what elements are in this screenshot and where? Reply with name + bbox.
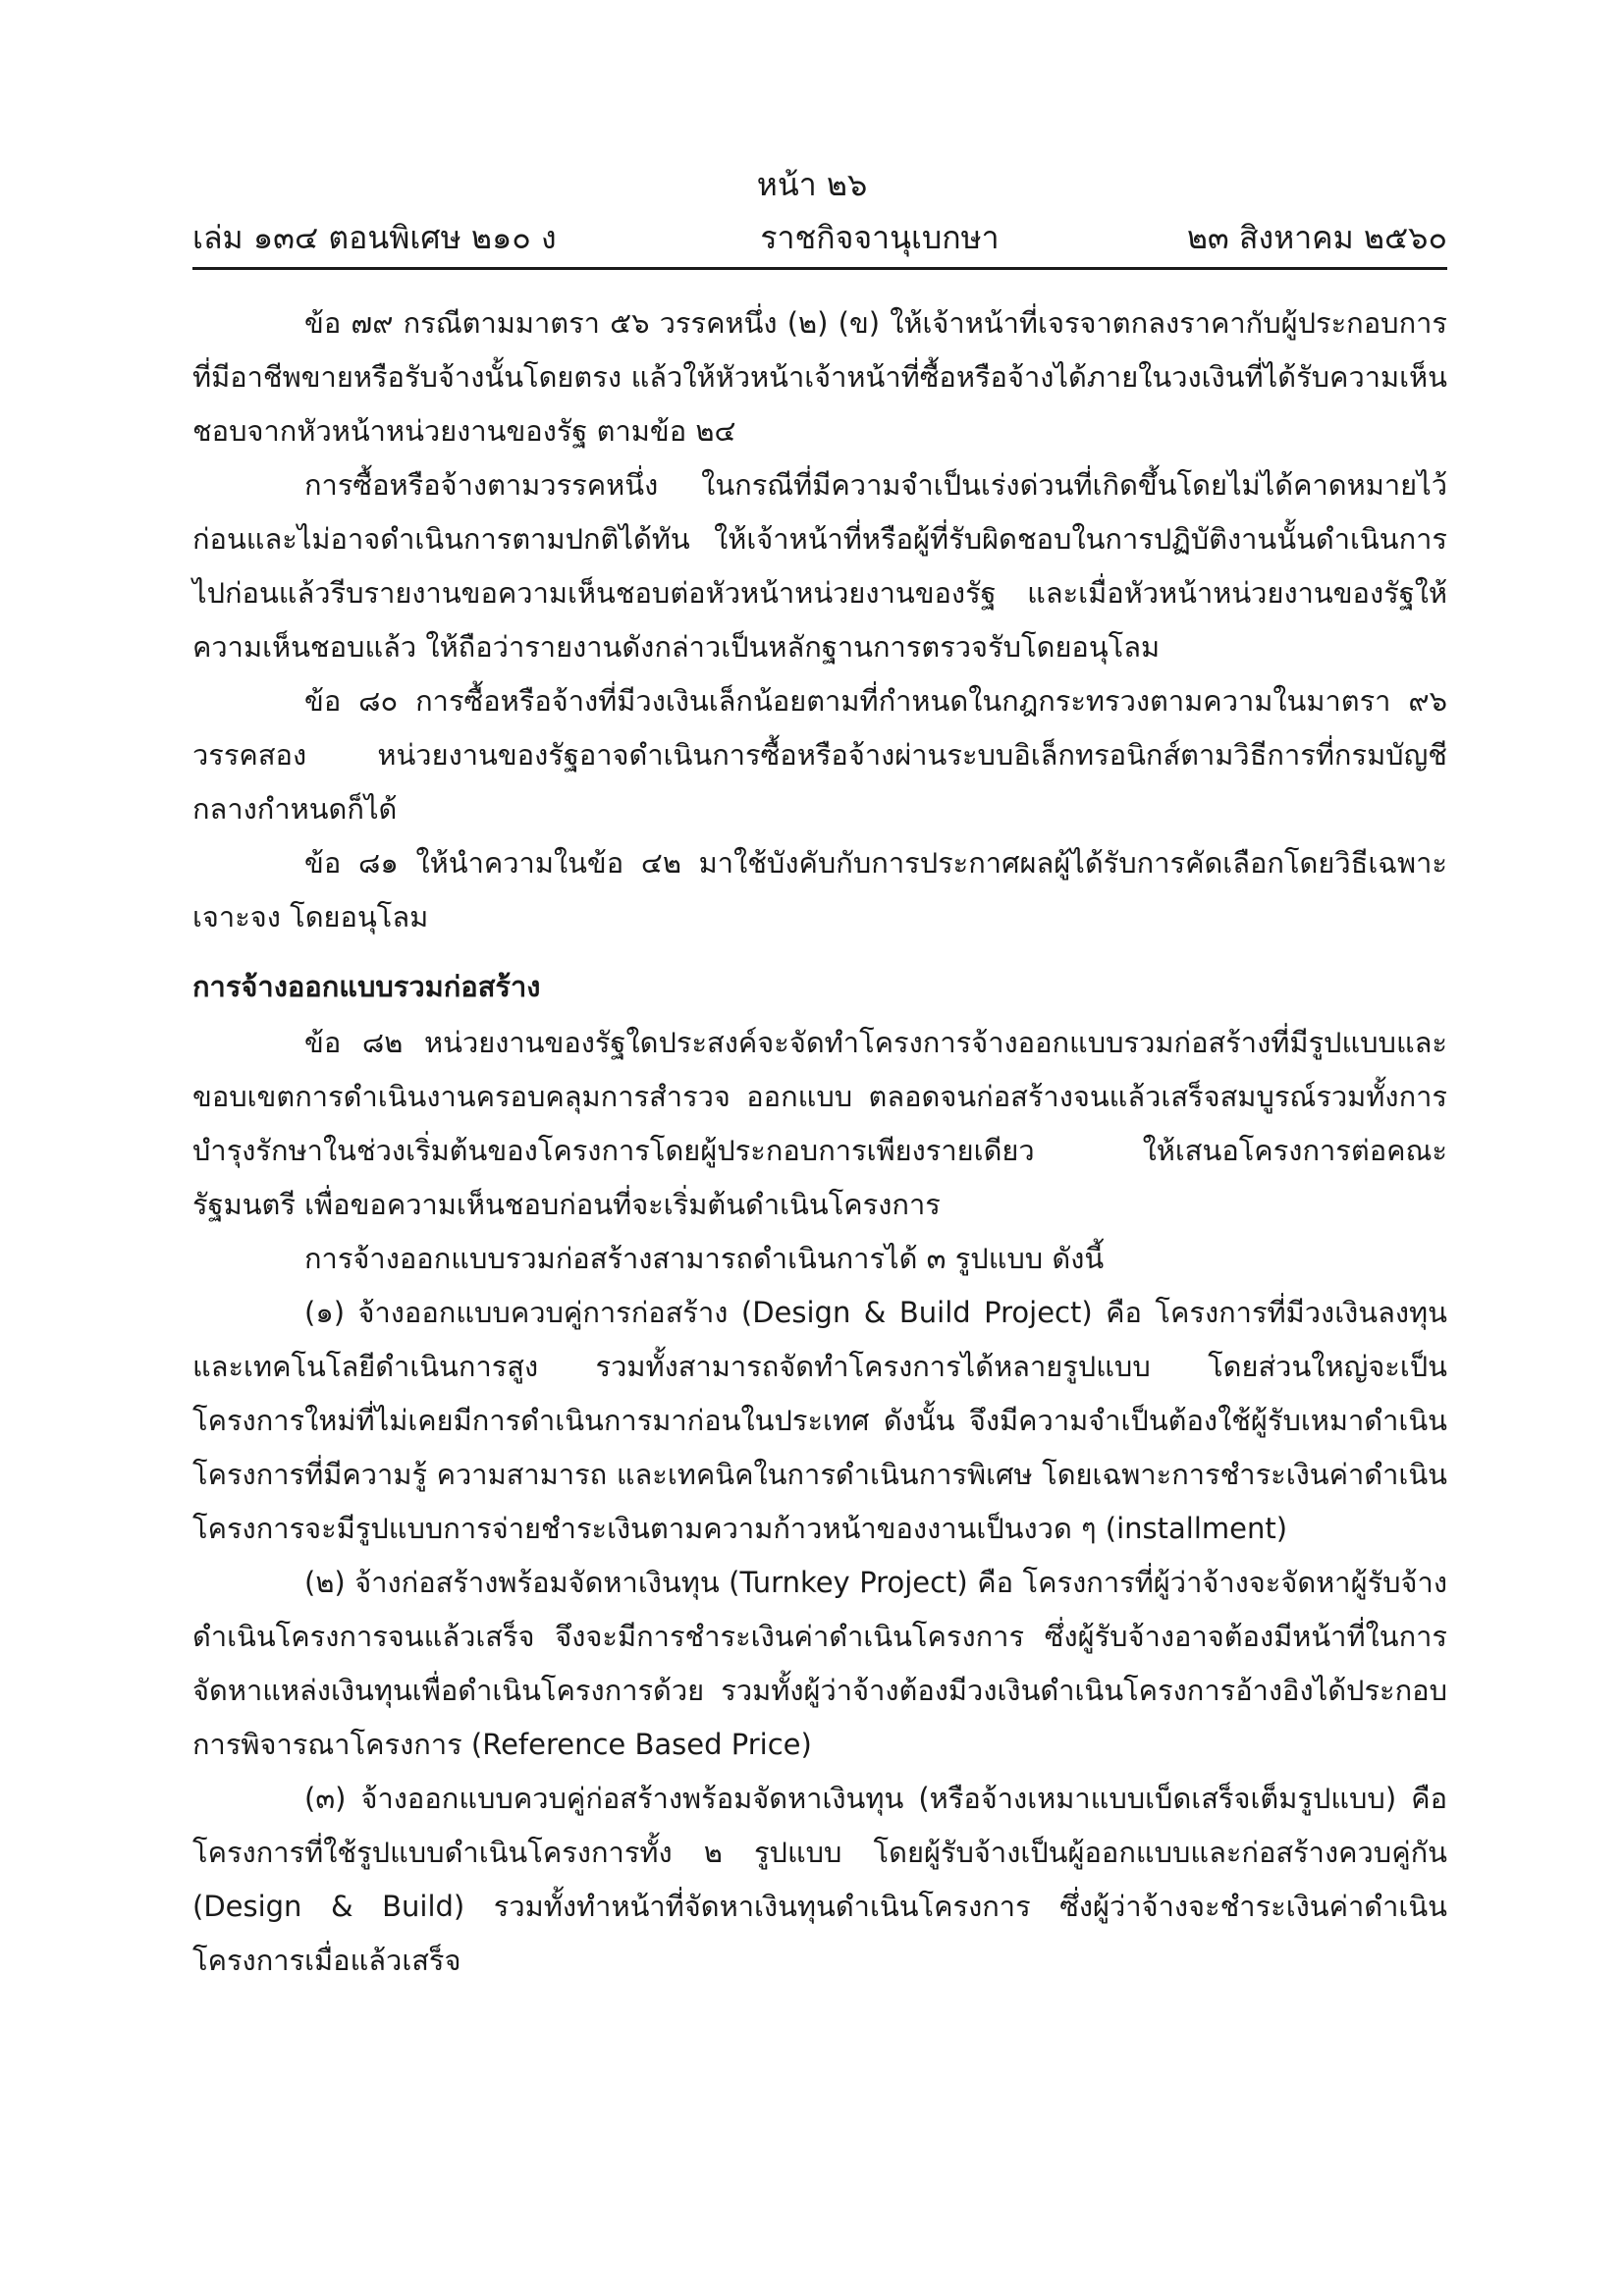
document-body — [192, 296, 1447, 1988]
clause-82-item-3: (๓) จ้างออกแบบควบคู่ก่อสร้างพร้อมจัดหาเงินทุน (หรือจ้างเหมาแบบเบ็ดเสร็จเต็มรูปแบบ) คือ โครงการที่ใช้รูปแบบดำเนินโครงการทั้ง ๒ รูปแบบ โดยผู้รับจ้างเป็นผู้ออกแบบและก่อสร้างควบคู่กัน (Design & Build) รวมทั้งทำหน้าที่จัดหาเงินทุนดำเนินโครงการ ซึ่งผู้ว่าจ้างจะชำระเงินค่าดำเนินโครงการเมื่อแล้วเสร็จ — [192, 1782, 1447, 1977]
clause-82: ข้อ ๘๒ หน่วยงานของรัฐใดประสงค์จะจัดทำโครงการจ้างออกแบบรวมก่อสร้างที่มีรูปแบบและขอบเขตการดำเนินงานครอบคลุมการสำรวจ ออกแบบ ตลอดจนก่อสร้างจนแล้วเสร็จสมบูรณ์รวมทั้งการบำรุงรักษาในช่วงเริ่มต้นของโครงการโดยผู้ประกอบการเพียงรายเดียว ให้เสนอโครงการต่อคณะรัฐมนตรี เพื่อขอความเห็นชอบก่อนที่จะเริ่มต้นดำเนินโครงการ — [192, 1026, 1447, 1221]
clause-81: ข้อ ๘๑ ให้นำความในข้อ ๔๒ มาใช้บังคับกับการประกาศผลผู้ได้รับการคัดเลือกโดยวิธีเฉพาะเจาะจง โดยอนุโลม — [192, 846, 1447, 934]
page-number: หน้า ๒๖ — [756, 166, 868, 203]
clause-79-para-2: การซื้อหรือจ้างตามวรรคหนึ่ง ในกรณีที่มีความจำเป็นเร่งด่วนที่เกิดขึ้นโดยไม่ได้คาดหมายไว้ก่อนและไม่อาจดำเนินการตามปกติได้ทัน ให้เจ้าหน้าที่หรือผู้ที่รับผิดชอบในการปฏิบัติงานนั้นดำเนินการไปก่อนแล้วรีบรายงานขอความเห็นชอบต่อหัวหน้าหน่วยงานของรัฐ และเมื่อหัวหน้าหน่วยงานของรัฐให้ความเห็นชอบแล้ว ให้ถือว่ารายงานดังกล่าวเป็นหลักฐานการตรวจรับโดยอนุโลม — [192, 468, 1447, 664]
section-heading: การจ้างออกแบบรวมก่อสร้าง — [192, 970, 541, 1003]
clause-79: ข้อ ๗๙ กรณีตามมาตรา ๕๖ วรรคหนึ่ง (๒) (ข) ให้เจ้าหน้าที่เจรจาตกลงราคากับผู้ประกอบการที่มีอาชีพขายหรือรับจ้างนั้นโดยตรง แล้วให้หัวหน้าเจ้าหน้าที่ซื้อหรือจ้างได้ภายในวงเงินที่ได้รับความเห็นชอบจากหัวหน้าหน่วยงานของรัฐ ตามข้อ ๒๔ — [192, 306, 1447, 448]
clause-82-intro: การจ้างออกแบบรวมก่อสร้างสามารถดำเนินการได้ ๓ รูปแบบ ดังนี้ — [304, 1242, 1105, 1275]
volume-issue: เล่ม ๑๓๔ ตอนพิเศษ ๒๑๐ ง — [192, 219, 557, 256]
gazette-header — [192, 216, 1447, 259]
clause-82-item-2: (๒) จ้างก่อสร้างพร้อมจัดหาเงินทุน (Turnkey Project) คือ โครงการที่ผู้ว่าจ้างจะจัดหาผู้รับจ้างดำเนินโครงการจนแล้วเสร็จ จึงจะมีการชำระเงินค่าดำเนินโครงการ ซึ่งผู้รับจ้างอาจต้องมีหน้าที่ในการจัดหาแหล่งเงินทุนเพื่อดำเนินโครงการด้วย รวมทั้งผู้ว่าจ้างต้องมีวงเงินดำเนินโครงการอ้างอิงได้ประกอบการพิจารณาโครงการ (Reference Based Price) — [192, 1566, 1447, 1761]
publication-date: ๒๓ สิงหาคม ๒๕๖๐ — [1186, 219, 1447, 256]
header-divider — [192, 267, 1447, 270]
clause-80: ข้อ ๘๐ การซื้อหรือจ้างที่มีวงเงินเล็กน้อยตามที่กำหนดในกฎกระทรวงตามความในมาตรา ๙๖ วรรคสอง หน่วยงานของรัฐอาจดำเนินการซื้อหรือจ้างผ่านระบบอิเล็กทรอนิกส์ตามวิธีการที่กรมบัญชีกลางกำหนดก็ได้ — [192, 684, 1447, 826]
clause-82-item-1: (๑) จ้างออกแบบควบคู่การก่อสร้าง (Design & Build Project) คือ โครงการที่มีวงเงินลงทุนและเทคโนโลยีดำเนินการสูง รวมทั้งสามารถจัดทำโครงการได้หลายรูปแบบ โดยส่วนใหญ่จะเป็นโครงการใหม่ที่ไม่เคยมีการดำเนินการมาก่อนในประเทศ ดังนั้น จึงมีความจำเป็นต้องใช้ผู้รับเหมาดำเนินโครงการที่มีความรู้ ความสามารถ และเทคนิคในการดำเนินการพิเศษ โดยเฉพาะการชำระเงินค่าดำเนินโครงการจะมีรูปแบบการจ่ายชำระเงินตามความก้าวหน้าของงานเป็นงวด ๆ (installment) — [192, 1296, 1447, 1545]
publication-title: ราชกิจจานุเบกษา — [760, 219, 1000, 256]
